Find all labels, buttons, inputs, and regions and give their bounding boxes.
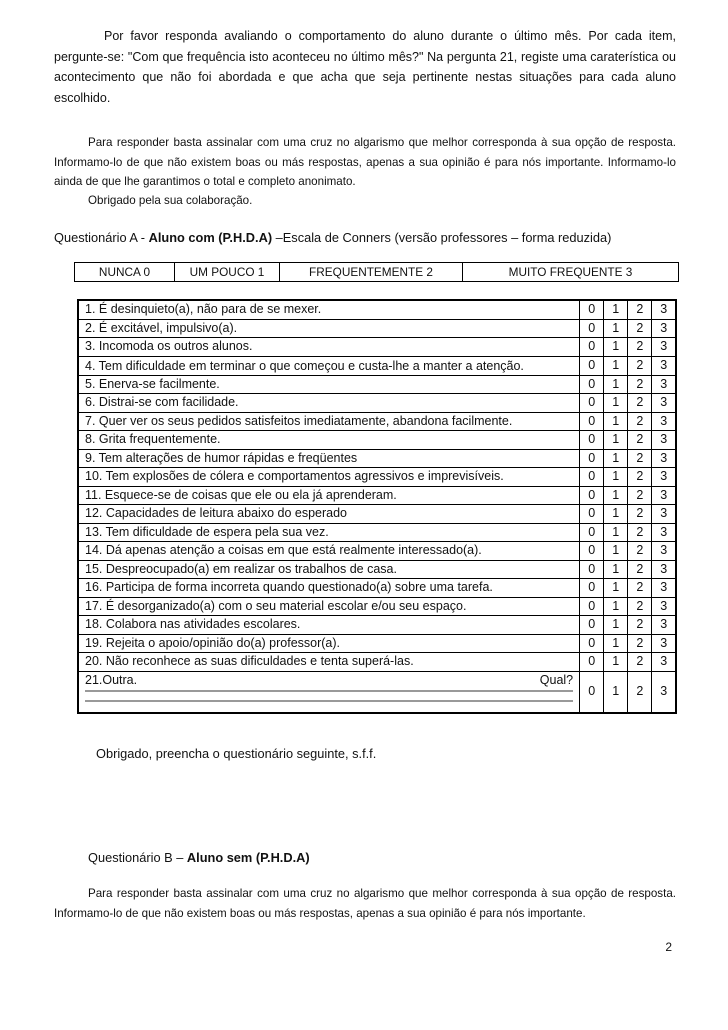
questionnaire-a-title: Aluno com (P.H.D.A)	[148, 230, 273, 245]
option-2[interactable]: 2	[628, 338, 652, 357]
item-row	[78, 356, 676, 375]
questionnaire-b-title: Aluno sem (P.H.D.A)	[186, 850, 310, 865]
option-1[interactable]: 1	[604, 597, 628, 616]
option-0[interactable]: 0	[580, 597, 604, 616]
option-3[interactable]: 3	[652, 449, 676, 468]
item-text: 19. Rejeita o apoio/opinião do(a) professor(a).	[78, 634, 580, 653]
option-0[interactable]: 0	[580, 412, 604, 431]
option-1[interactable]: 1	[604, 356, 628, 375]
option-1[interactable]: 1	[604, 486, 628, 505]
item-text: 15. Despreocupado(a) em realizar os trabalhos de casa.	[78, 560, 580, 579]
option-3[interactable]: 3	[652, 300, 676, 319]
option-3[interactable]: 3	[652, 412, 676, 431]
option-1[interactable]: 1	[604, 412, 628, 431]
option-2[interactable]: 2	[628, 394, 652, 413]
items-table	[77, 299, 677, 714]
option-0[interactable]: 0	[580, 671, 604, 713]
item-text: 4. Tem dificuldade em terminar o que começou e custa-lhe a manter a atenção.	[78, 356, 580, 375]
option-2[interactable]: 2	[628, 653, 652, 672]
item-row	[78, 394, 676, 413]
item-text: 5. Enerva-se facilmente.	[78, 375, 580, 394]
option-3[interactable]: 3	[652, 579, 676, 598]
other-cell	[78, 671, 580, 713]
option-2[interactable]: 2	[628, 597, 652, 616]
option-2[interactable]: 2	[628, 449, 652, 468]
item-text: 13. Tem dificuldade de espera pela sua vez.	[78, 523, 580, 542]
option-3[interactable]: 3	[652, 505, 676, 524]
option-0[interactable]: 0	[580, 505, 604, 524]
option-2[interactable]: 2	[628, 431, 652, 450]
option-3[interactable]: 3	[652, 671, 676, 713]
option-3[interactable]: 3	[652, 523, 676, 542]
option-3[interactable]: 3	[652, 560, 676, 579]
option-1[interactable]: 1	[604, 560, 628, 579]
item-text: 7. Quer ver os seus pedidos satisfeitos imediatamente, abandona facilmente.	[78, 412, 580, 431]
option-3[interactable]: 3	[652, 597, 676, 616]
option-3[interactable]: 3	[652, 634, 676, 653]
item-row-other	[78, 671, 676, 713]
page-number: 2	[665, 940, 672, 954]
option-3[interactable]: 3	[652, 653, 676, 672]
option-1[interactable]: 1	[604, 523, 628, 542]
option-3[interactable]: 3	[652, 468, 676, 487]
questionnaire-b-paragraph: Para responder basta assinalar com uma cruz no algarismo que melhor corresponda à sua opção de resposta. Informamo-lo de que não existem boas ou más respostas, apenas a sua opinião é para nós importante.	[54, 887, 676, 920]
item-row	[78, 560, 676, 579]
option-1[interactable]: 1	[604, 579, 628, 598]
item-row	[78, 653, 676, 672]
option-0[interactable]: 0	[580, 375, 604, 394]
item-text: 8. Grita frequentemente.	[78, 431, 580, 450]
option-0[interactable]: 0	[580, 468, 604, 487]
option-1[interactable]: 1	[604, 394, 628, 413]
item-row	[78, 523, 676, 542]
option-1[interactable]: 1	[604, 505, 628, 524]
questionnaire-b-heading	[88, 850, 310, 865]
item-row	[78, 449, 676, 468]
option-1[interactable]: 1	[604, 319, 628, 338]
item-row	[78, 505, 676, 524]
option-0[interactable]: 0	[580, 579, 604, 598]
option-3[interactable]: 3	[652, 356, 676, 375]
item-row	[78, 319, 676, 338]
option-0[interactable]: 0	[580, 560, 604, 579]
option-0[interactable]: 0	[580, 523, 604, 542]
option-1[interactable]: 1	[604, 653, 628, 672]
option-3[interactable]: 3	[652, 616, 676, 635]
option-1[interactable]: 1	[604, 300, 628, 319]
item-row	[78, 338, 676, 357]
option-1[interactable]: 1	[604, 449, 628, 468]
item-text: 1. É desinquieto(a), não para de se mexer.	[78, 300, 580, 319]
option-2[interactable]: 2	[628, 616, 652, 635]
option-2[interactable]: 2	[628, 542, 652, 561]
option-2[interactable]: 2	[628, 412, 652, 431]
option-0[interactable]: 0	[580, 338, 604, 357]
item-text: 14. Dá apenas atenção a coisas em que está realmente interessado(a).	[78, 542, 580, 561]
option-2[interactable]: 2	[628, 505, 652, 524]
questionnaire-b-prefix: Questionário B –	[88, 850, 187, 865]
item-text: 20. Não reconhece as suas dificuldades e tenta superá-las.	[78, 653, 580, 672]
option-2[interactable]: 2	[628, 486, 652, 505]
qual-label: Qual?	[539, 672, 574, 687]
option-3[interactable]: 3	[652, 375, 676, 394]
answer-line[interactable]	[85, 700, 573, 702]
scale-never: NUNCA 0	[75, 263, 175, 282]
option-3[interactable]: 3	[652, 319, 676, 338]
item-row	[78, 579, 676, 598]
item-text: 9. Tem alterações de humor rápidas e freqüentes	[78, 449, 580, 468]
option-2[interactable]: 2	[628, 356, 652, 375]
option-3[interactable]: 3	[652, 486, 676, 505]
option-2[interactable]: 2	[628, 671, 652, 713]
item-text: 11. Esquece-se de coisas que ele ou ela já aprenderam.	[78, 486, 580, 505]
item-row	[78, 412, 676, 431]
other-label: 21.Outra.	[85, 672, 138, 687]
scale-frequently: FREQUENTEMENTE 2	[280, 263, 463, 282]
answer-line[interactable]	[85, 690, 573, 692]
option-2[interactable]: 2	[628, 300, 652, 319]
scale-a-little: UM POUCO 1	[175, 263, 280, 282]
item-row	[78, 597, 676, 616]
option-0[interactable]: 0	[580, 356, 604, 375]
option-0[interactable]: 0	[580, 394, 604, 413]
option-0[interactable]: 0	[580, 653, 604, 672]
option-3[interactable]: 3	[652, 431, 676, 450]
item-text: 6. Distrai-se com facilidade.	[78, 394, 580, 413]
option-1[interactable]: 1	[604, 671, 628, 713]
option-0[interactable]: 0	[580, 431, 604, 450]
option-0[interactable]: 0	[580, 616, 604, 635]
questionnaire-a-prefix: Questionário A -	[54, 230, 149, 245]
item-row	[78, 375, 676, 394]
item-text: 12. Capacidades de leitura abaixo do esperado	[78, 505, 580, 524]
option-1[interactable]: 1	[604, 375, 628, 394]
option-1[interactable]: 1	[604, 468, 628, 487]
option-1[interactable]: 1	[604, 542, 628, 561]
item-row	[78, 634, 676, 653]
option-2[interactable]: 2	[628, 319, 652, 338]
item-row	[78, 300, 676, 319]
item-text: 10. Tem explosões de cólera e comportamentos agressivos e imprevisíveis.	[78, 468, 580, 487]
item-text: 2. É excitável, impulsivo(a).	[78, 319, 580, 338]
item-row	[78, 486, 676, 505]
option-3[interactable]: 3	[652, 542, 676, 561]
item-row	[78, 616, 676, 635]
option-0[interactable]: 0	[580, 449, 604, 468]
option-0[interactable]: 0	[580, 486, 604, 505]
option-0[interactable]: 0	[580, 634, 604, 653]
scale-table	[74, 262, 679, 282]
option-2[interactable]: 2	[628, 634, 652, 653]
option-3[interactable]: 3	[652, 338, 676, 357]
option-1[interactable]: 1	[604, 338, 628, 357]
option-0[interactable]: 0	[580, 319, 604, 338]
item-text: 18. Colabora nas atividades escolares.	[78, 616, 580, 635]
scale-very-frequent: MUITO FREQUENTE 3	[463, 263, 679, 282]
option-1[interactable]: 1	[604, 431, 628, 450]
item-text: 3. Incomoda os outros alunos.	[78, 338, 580, 357]
option-2[interactable]: 2	[628, 523, 652, 542]
option-1[interactable]: 1	[604, 634, 628, 653]
intro-paragraph-2: Para responder basta assinalar com uma cruz no algarismo que melhor corresponda à sua opção de resposta. Informamo-lo de que não existem boas ou más respostas, apenas a sua opinião é para nós importante. Informamo-lo ainda de que lhe garantimos o total e completo anonimato.	[54, 136, 676, 188]
item-row	[78, 468, 676, 487]
questionnaire-a-suffix: –Escala de Conners (versão professores – forma reduzida)	[272, 230, 612, 245]
after-note: Obrigado, preencha o questionário seguinte, s.f.f.	[96, 746, 377, 761]
option-2[interactable]: 2	[628, 468, 652, 487]
option-3[interactable]: 3	[652, 394, 676, 413]
option-2[interactable]: 2	[628, 375, 652, 394]
option-0[interactable]: 0	[580, 300, 604, 319]
option-1[interactable]: 1	[604, 616, 628, 635]
option-2[interactable]: 2	[628, 579, 652, 598]
item-text: 16. Participa de forma incorreta quando questionado(a) sobre uma tarefa.	[78, 579, 580, 598]
option-2[interactable]: 2	[628, 560, 652, 579]
option-0[interactable]: 0	[580, 542, 604, 561]
item-text: 17. É desorganizado(a) com o seu material escolar e/ou seu espaço.	[78, 597, 580, 616]
intro-paragraph-1: Por favor responda avaliando o comportamento do aluno durante o último mês. Por cada item, pergunte-se: "Com que frequência isto aconteceu no último mês?" Na pergunta 21, registe uma caraterística ou acontecimento que não foi abordada e que acha que seja pertinente nestas situações para cada aluno escolhido.	[54, 29, 676, 105]
item-row	[78, 542, 676, 561]
intro-thanks: Obrigado pela sua colaboração.	[88, 194, 253, 207]
questionnaire-a-heading	[54, 230, 611, 245]
item-row	[78, 431, 676, 450]
